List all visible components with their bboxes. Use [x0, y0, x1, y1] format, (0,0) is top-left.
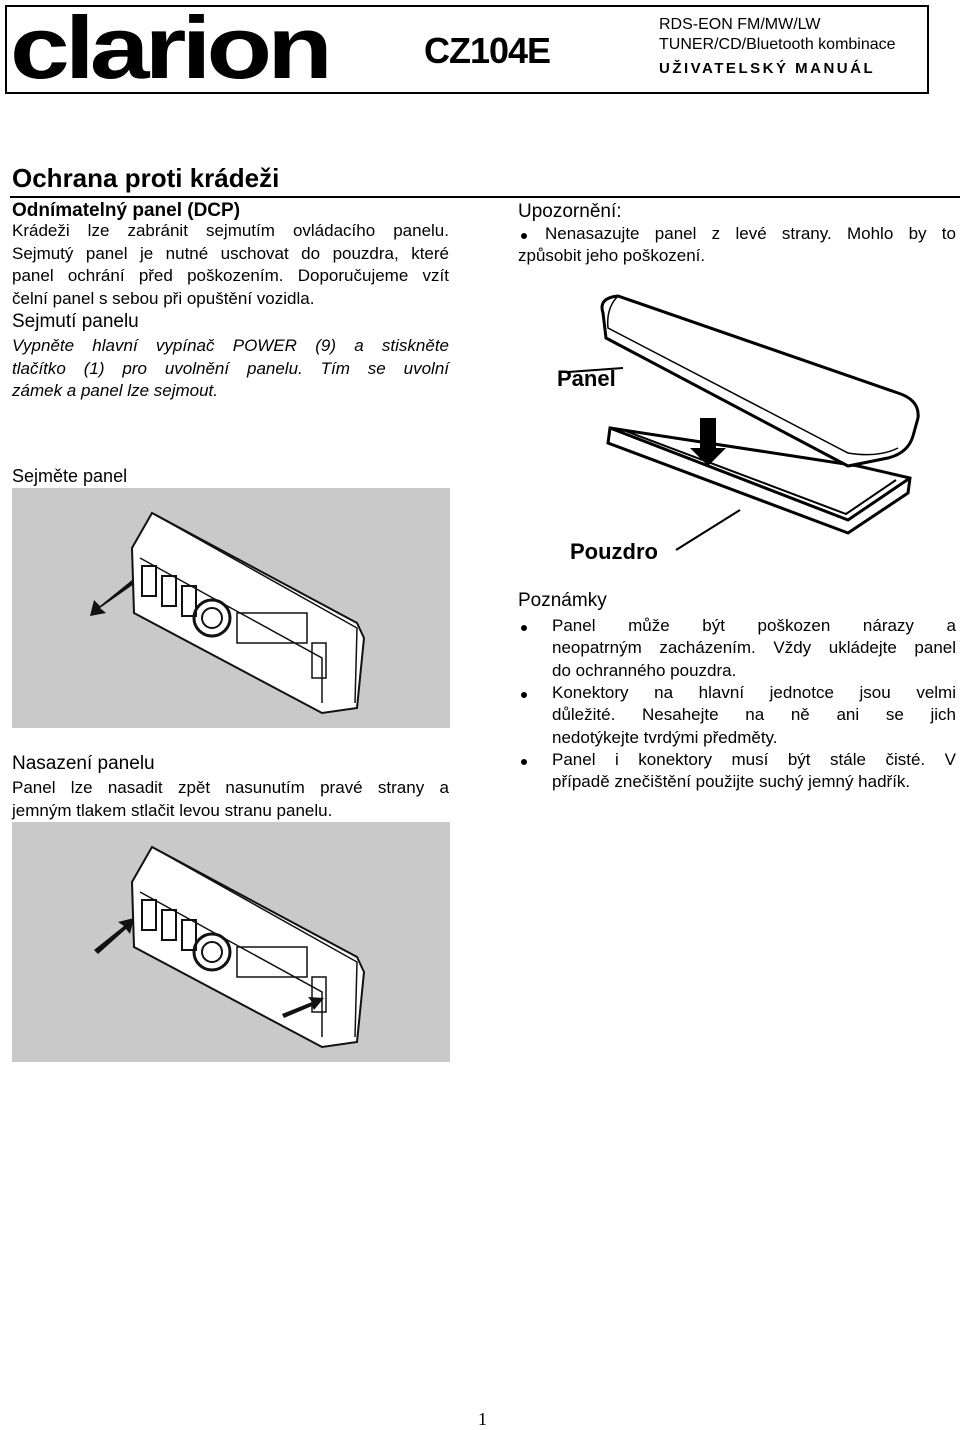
note-line: neopatrným zacházením. Vždy ukládejte panel [552, 638, 956, 657]
dcp-heading: Odnímatelný panel (DCP) [12, 200, 241, 221]
note-line: do ochranného pouzdra. [552, 661, 737, 680]
bullet-icon [521, 692, 527, 698]
clarion-logo [10, 8, 330, 88]
removal-paragraph [12, 335, 449, 403]
subtitle-1: RDS-EON FM/MW/LW [659, 16, 821, 33]
note-line: Konektory na hlavní jednotce jsou velmi [552, 683, 956, 702]
bullet-icon [521, 759, 527, 765]
note-line: důležité. Nesahejte na ně ani se jich [552, 705, 956, 724]
dcp-line: Sejmutý panel je nutné uschovat do pouzdra, které [12, 243, 449, 263]
attach-heading: Nasazení panelu [12, 753, 155, 774]
attach-line: jemným tlakem stlačit levou stranu panelu. [12, 800, 333, 820]
svg-text:clarion: clarion [10, 8, 328, 88]
removal-figure-caption: Sejměte panel [12, 466, 128, 486]
bullet-icon [521, 625, 527, 631]
note-line: nedotýkejte tvrdými předměty. [552, 728, 778, 747]
model-number: CZ104E [424, 30, 551, 71]
dcp-paragraph [12, 220, 449, 310]
dcp-line: čelní panel s sebou při opuštění vozidla. [12, 288, 315, 308]
note-line: případě znečištění použijte suchý jemný hadřík. [552, 772, 911, 791]
removal-line: Vypněte hlavní vypínač POWER (9) a stiskněte [12, 336, 449, 355]
attach-paragraph [12, 777, 449, 822]
label-panel: Panel [557, 366, 616, 391]
note-line: Panel i konektory musí být stále čisté. V [552, 750, 956, 769]
removal-line: tlačítko (1) pro uvolnění panelu. Tím se uvolní [12, 358, 449, 378]
label-case: Pouzdro [570, 539, 658, 564]
section-title: Ochrana proti krádeži [12, 163, 280, 193]
warning-item-line: způsobit jeho poškození. [518, 246, 706, 265]
warning-item-line: Nenasazujte panel z levé strany. Mohlo by to [545, 224, 956, 243]
title-rule [10, 196, 960, 198]
remove-panel-illustration [12, 488, 450, 728]
subtitle-2: TUNER/CD/Bluetooth kombinace [659, 36, 896, 53]
page-number: 1 [478, 1409, 487, 1429]
dcp-line: Krádeži lze zabránit sejmutím ovládacího panelu. [12, 221, 449, 240]
bullet-icon [521, 233, 527, 239]
panel-case-figure [548, 288, 928, 568]
attach-panel-illustration [12, 822, 450, 1062]
removal-line: zámek a panel lze sejmout. [12, 381, 218, 400]
dcp-line: panel ochrání před poškozením. Doporučujeme vzít [12, 266, 449, 285]
note-line: Panel může být poškozen nárazy a [552, 616, 956, 635]
subtitle-3: UŽIVATELSKÝ MANUÁL [659, 60, 876, 77]
warning-heading: Upozornění: [518, 201, 622, 222]
attach-line: Panel lze nasadit zpět nasunutím pravé strany a [12, 778, 449, 797]
removal-heading: Sejmutí panelu [12, 311, 139, 332]
notes-heading: Poznámky [518, 590, 607, 611]
